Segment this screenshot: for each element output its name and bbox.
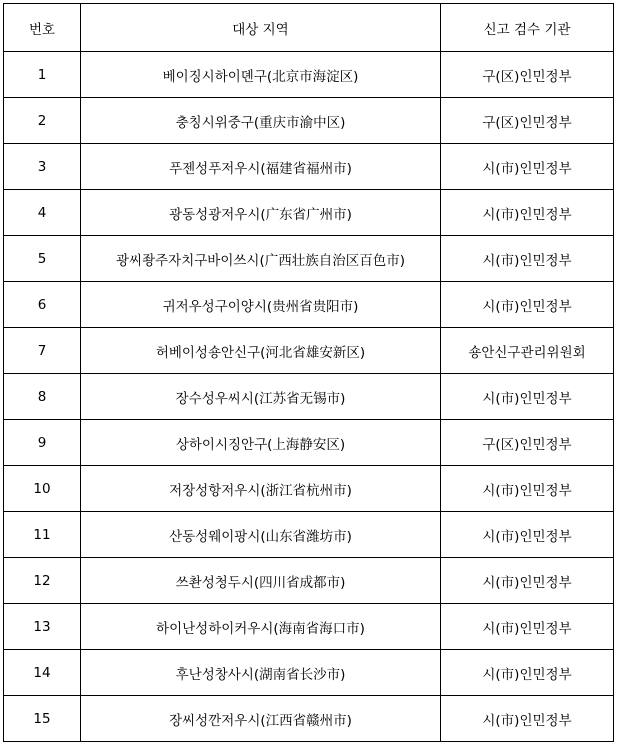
row-number: 10 [4,466,81,512]
row-agency: 시(市)인민정부 [441,650,614,696]
row-region: 상하이시징안구(上海静安区) [81,420,441,466]
row-region: 귀저우성구이양시(贵州省贵阳市) [81,282,441,328]
row-number: 3 [4,144,81,190]
row-region: 허베이성숑안신구(河北省雄安新区) [81,328,441,374]
table-row [4,328,614,374]
row-number: 12 [4,558,81,604]
table-row [4,144,614,190]
row-agency: 시(市)인민정부 [441,512,614,558]
row-number: 2 [4,98,81,144]
row-agency: 시(市)인민정부 [441,374,614,420]
row-agency: 숑안신구관리위원회 [441,328,614,374]
table-row [4,466,614,512]
row-number: 11 [4,512,81,558]
row-number: 1 [4,52,81,98]
row-number: 7 [4,328,81,374]
table-row [4,190,614,236]
row-agency: 시(市)인민정부 [441,236,614,282]
row-agency: 시(市)인민정부 [441,466,614,512]
row-agency: 시(市)인민정부 [441,696,614,742]
row-region: 광동성광저우시(广东省广州市) [81,190,441,236]
row-number: 9 [4,420,81,466]
table-row [4,52,614,98]
row-region: 광씨좡주자치구바이쓰시(广西壮族自治区百色市) [81,236,441,282]
header-region: 대상 지역 [81,4,441,52]
row-number: 5 [4,236,81,282]
row-agency: 시(市)인민정부 [441,558,614,604]
row-number: 6 [4,282,81,328]
table-row [4,604,614,650]
row-region: 푸젠성푸저우시(福建省福州市) [81,144,441,190]
table-row [4,558,614,604]
row-region: 충칭시위중구(重庆市渝中区) [81,98,441,144]
row-region: 저장성항저우시(浙江省杭州市) [81,466,441,512]
region-agency-table [3,3,614,742]
row-region: 쓰촨성청두시(四川省成都市) [81,558,441,604]
row-agency: 구(区)인민정부 [441,52,614,98]
table-row [4,98,614,144]
row-agency: 구(区)인민정부 [441,98,614,144]
row-region: 후난성창사시(湖南省长沙市) [81,650,441,696]
table-body [4,52,614,742]
row-agency: 시(市)인민정부 [441,144,614,190]
table-row [4,420,614,466]
row-agency: 시(市)인민정부 [441,604,614,650]
header-row [4,4,614,52]
header-number: 번호 [4,4,81,52]
row-agency: 시(市)인민정부 [441,282,614,328]
table-row [4,650,614,696]
row-region: 장수성우씨시(江苏省无锡市) [81,374,441,420]
header-agency: 신고 검수 기관 [441,4,614,52]
table-row [4,282,614,328]
row-region: 산동성웨이팡시(山东省潍坊市) [81,512,441,558]
table-row [4,236,614,282]
row-number: 13 [4,604,81,650]
row-agency: 시(市)인민정부 [441,190,614,236]
row-number: 15 [4,696,81,742]
table-row [4,512,614,558]
row-agency: 구(区)인민정부 [441,420,614,466]
row-region: 베이징시하이뎬구(北京市海淀区) [81,52,441,98]
row-number: 14 [4,650,81,696]
row-number: 8 [4,374,81,420]
row-region: 하이난성하이커우시(海南省海口市) [81,604,441,650]
row-region: 장씨성깐저우시(江西省赣州市) [81,696,441,742]
table-row [4,374,614,420]
row-number: 4 [4,190,81,236]
table-row [4,696,614,742]
